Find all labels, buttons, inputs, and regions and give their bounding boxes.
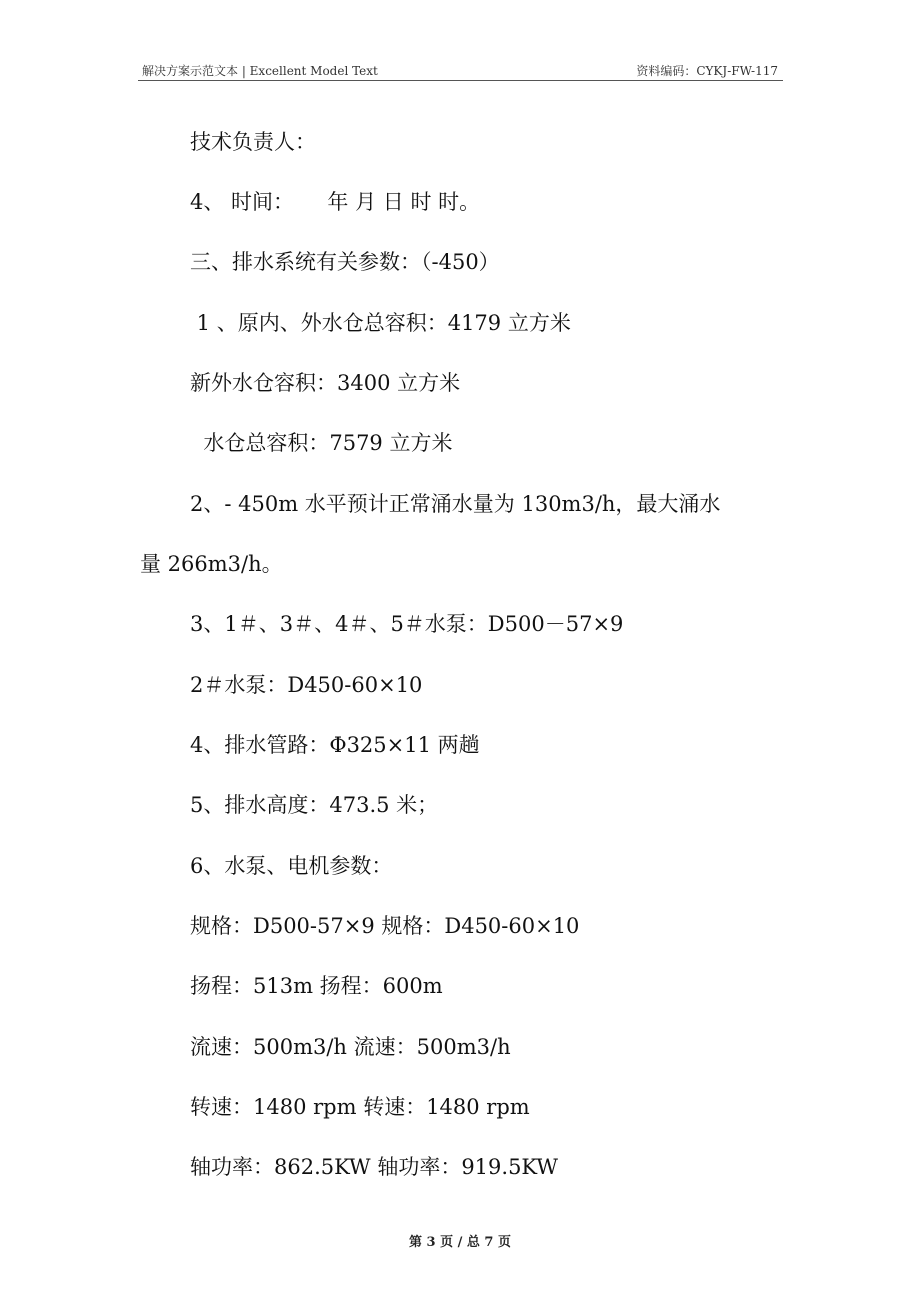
text-line: 技术负责人：	[190, 130, 316, 154]
text-line: 三、排水系统有关参数：（-450）	[190, 250, 500, 274]
header-divider	[138, 80, 783, 81]
text-line: 5、排水高度：473.5 米；	[190, 793, 439, 817]
text-line: 转速：1480 rpm 转速：1480 rpm	[190, 1095, 530, 1119]
text-line: 水仓总容积：7579 立方米	[190, 431, 453, 455]
text-line: 3、1＃、3＃、4＃、5＃水泵：D500－57×9	[190, 612, 624, 636]
text-line: 4、排水管路：Φ325×11 两趟	[190, 733, 480, 757]
text-line: 1 、原内、外水仓总容积：4179 立方米	[190, 311, 571, 335]
text-line: 规格：D500-57×9 规格：D450-60×10	[190, 914, 580, 938]
text-line: 轴功率：862.5KW 轴功率：919.5KW	[190, 1155, 558, 1179]
text-line: 2＃水泵：D450-60×10	[190, 673, 423, 697]
text-line: 2、- 450m 水平预计正常涌水量为 130m3/h，最大涌水	[190, 492, 721, 516]
text-line: 新外水仓容积：3400 立方米	[190, 371, 461, 395]
text-line: 流速：500m3/h 流速：500m3/h	[190, 1035, 511, 1059]
text-line: 扬程：513m 扬程：600m	[190, 974, 443, 998]
document-code: 资料编码：CYKJ-FW-117	[636, 64, 778, 78]
text-line: 6、水泵、电机参数：	[190, 854, 393, 878]
header-title: 解决方案示范文本 | Excellent Model Text	[142, 64, 378, 78]
text-line: 量 266m3/h。	[140, 552, 283, 576]
page-number: 第 3 页 / 总 7 页	[409, 1235, 511, 1250]
text-line: 4、 时间： 年 月 日 时 时。	[190, 190, 481, 214]
